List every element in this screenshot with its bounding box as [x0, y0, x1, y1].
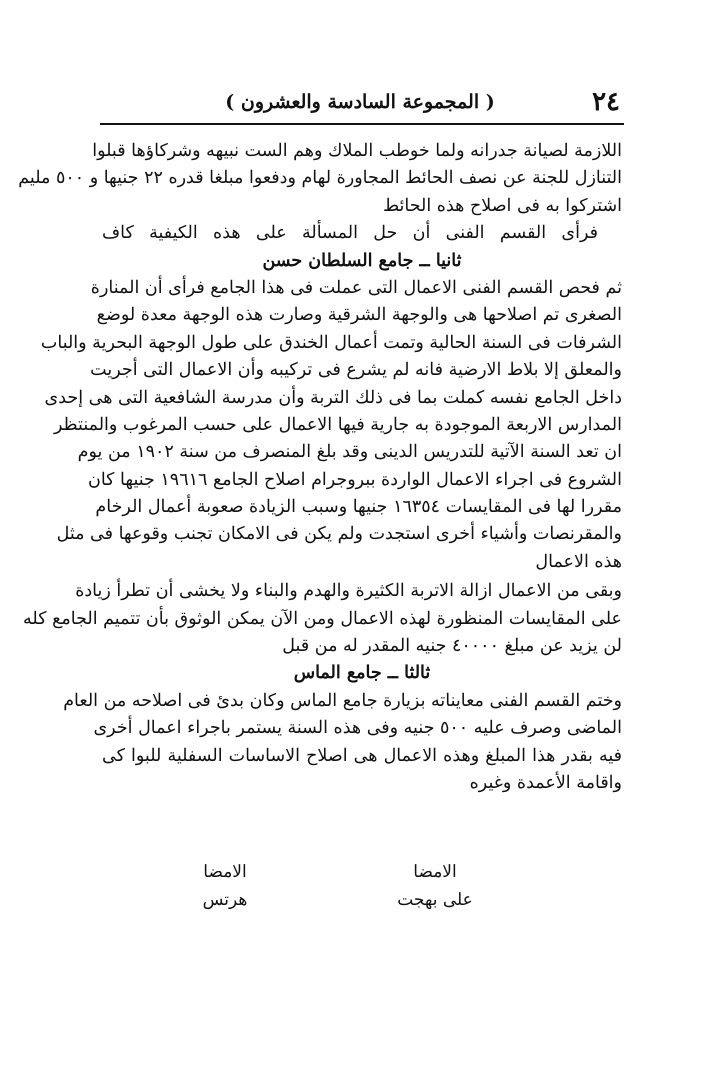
text-line: والمعلق إلا بلاط الارضية فانه لم يشرع فى تركيبه وأن الاعمال التى أجريت: [90, 360, 622, 381]
text-line: فيه بقدر هذا المبلغ وهذه الاعمال هى اصلاح الاساسات السفلية للبوا كى: [102, 745, 622, 766]
signature-name: هرتس: [202, 890, 248, 910]
running-title: ( المجموعة السادسة والعشرون ): [225, 91, 495, 113]
text-line: على المقايسات المنظورة لهذه الاعمال ومن الآن يمكن الوثوق بأن تتميم الجامع كله: [23, 608, 622, 629]
page-number: ٢٤: [592, 87, 620, 117]
text-line: وبقى من الاعمال ازالة الاتربة الكثيرة والهدم والبناء ولا يخشى أن تطرأ زيادة: [75, 581, 622, 602]
signature-herz: [160, 858, 290, 914]
page-header: [100, 82, 620, 122]
signature-label: الامضا: [413, 862, 457, 882]
text-line: اشتركوا به فى اصلاح هذه الحائط: [382, 195, 622, 216]
text-line: واقامة الأعمدة وغيره: [469, 772, 622, 793]
signature-ali-bahgat: [370, 858, 500, 914]
text-line: ان تعد السنة الآتية للتدريس الدينى وقد بلغ المنصرف من سنة ١٩٠٢ من يوم: [77, 442, 622, 463]
text-line: اللازمة لصيانة جدرانه ولما خوطب الملاك وهم الست نبيهه وشركاؤها قبلوا: [92, 141, 622, 161]
text-line: داخل الجامع نفسه كملت بما فى ذلك التربة وأن مدرسة الشافعية التى هى إحدى: [44, 387, 622, 408]
text-line: الشرفات فى السنة الحالية وتمت أعمال الخندق على طول الوجهة البحرية والباب: [40, 332, 622, 353]
text-line: المدارس الاربعة الموجودة به جارية فيها الاعمال على حسب المرغوب والمنتظر: [54, 414, 622, 435]
section-heading: ثالثا ــ جامع الماس: [293, 663, 431, 684]
text-line: فرأى القسم الفنى أن حل المسألة على هذه الكيفية كاف: [102, 223, 598, 244]
signature-name: على بهجت: [397, 890, 473, 910]
section-heading: ثانيا ــ جامع السلطان حسن: [262, 250, 462, 271]
text-line: وختم القسم الفنى معايناته بزيارة جامع الماس وكان بدئ فى اصلاحه من العام: [63, 690, 622, 711]
text-line: الماضى وصرف عليه ٥٠٠ جنيه وفى هذه السنة يستمر باجراء اعمال أخرى: [93, 718, 622, 739]
text-line: هذه الاعمال: [535, 551, 622, 572]
text-line: الشروع فى اجراء الاعمال الواردة ببروجرام اصلاح الجامع ١٩٦١٦ جنيها كان: [87, 469, 622, 490]
text-line: التنازل للجنة عن نصف الحائط المجاورة لهام ودفعوا مبلغا قدره ٢٢ جنيها و ٥٠٠ مليم: [18, 168, 622, 189]
text-line: مقررا لها فى المقايسات ١٦٣٥٤ جنيها وسبب الزيادة صعوبة أعمال الرخام: [95, 497, 622, 518]
body-text: [18, 138, 622, 797]
header-divider: [100, 123, 624, 125]
text-line: الصغرى تم اصلاحها هى والوجهة الشرقية وصارت هذه الوجهة معدة لوضع: [96, 305, 622, 326]
text-line: ثم فحص القسم الفنى الاعمال التى عملت فى هذا الجامع فرأى أن المنارة: [90, 277, 622, 298]
text-line: والمقرنصات وأشياء أخرى استجدت ولم يكن فى الامكان تجنب وقوعها فى مثل: [56, 524, 622, 545]
text-line: لن يزيد عن مبلغ ٤٠٠٠٠ جنيه المقدر له من قبل: [282, 636, 622, 657]
signature-label: الامضا: [203, 862, 247, 882]
signature-block: [160, 858, 500, 918]
